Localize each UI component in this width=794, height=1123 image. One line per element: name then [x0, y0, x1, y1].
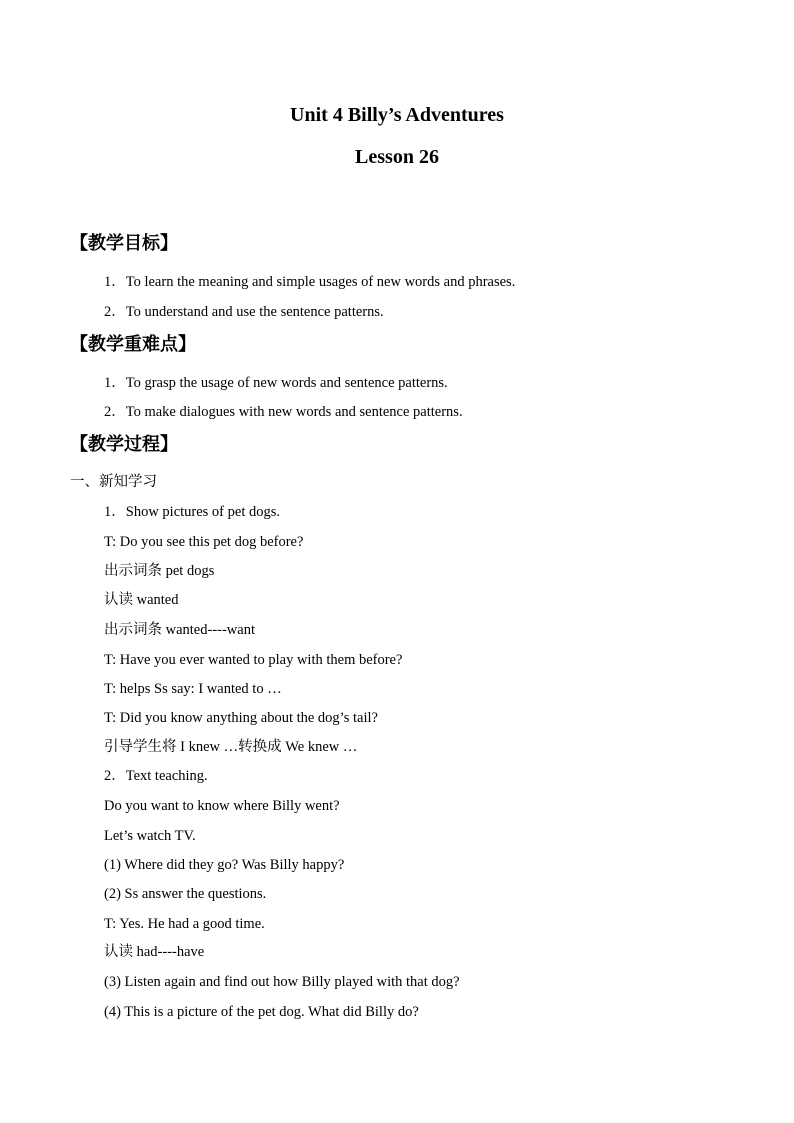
process-line: T: helps Ss say: I wanted to …	[104, 681, 282, 697]
process-line: T: Yes. He had a good time.	[104, 916, 265, 932]
process-line: 认读 wanted	[104, 592, 179, 608]
process-line: 2．Text teaching.	[104, 768, 208, 784]
process-line: 引导学生将 I knew …转换成 We knew …	[104, 739, 358, 755]
process-line: (1) Where did they go? Was Billy happy?	[104, 857, 345, 873]
process-line: 出示词条 pet dogs	[104, 563, 215, 579]
process-line: 1．Show pictures of pet dogs.	[104, 504, 280, 520]
objective-item: 1．To learn the meaning and simple usages of new words and phrases.	[104, 274, 516, 290]
lesson-title: Lesson 26	[355, 146, 439, 168]
process-line: Let’s watch TV.	[104, 828, 196, 844]
objective-item: 2．To understand and use the sentence patterns.	[104, 304, 384, 320]
process-line: 出示词条 wanted----want	[104, 622, 255, 638]
process-line: 认读 had----have	[104, 944, 205, 960]
process-line: Do you want to know where Billy went?	[104, 798, 340, 814]
process-line: T: Do you see this pet dog before?	[104, 534, 304, 550]
process-line: T: Did you know anything about the dog’s tail?	[104, 710, 378, 726]
key-point-item: 1．To grasp the usage of new words and sentence patterns.	[104, 375, 448, 391]
process-line: (3) Listen again and find out how Billy played with that dog?	[104, 974, 460, 990]
key-point-item: 2．To make dialogues with new words and sentence patterns.	[104, 404, 463, 420]
objectives-heading: 【教学目标】	[70, 233, 178, 253]
process-line: (4) This is a picture of the pet dog. What did Billy do?	[104, 1004, 419, 1020]
unit-title: Unit 4 Billy’s Adventures	[290, 104, 504, 126]
part1-title: 一、新知学习	[70, 474, 157, 490]
process-line: T: Have you ever wanted to play with them before?	[104, 652, 403, 668]
process-line: (2) Ss answer the questions.	[104, 886, 267, 902]
process-heading: 【教学过程】	[70, 434, 178, 454]
key-points-heading: 【教学重难点】	[70, 334, 196, 354]
